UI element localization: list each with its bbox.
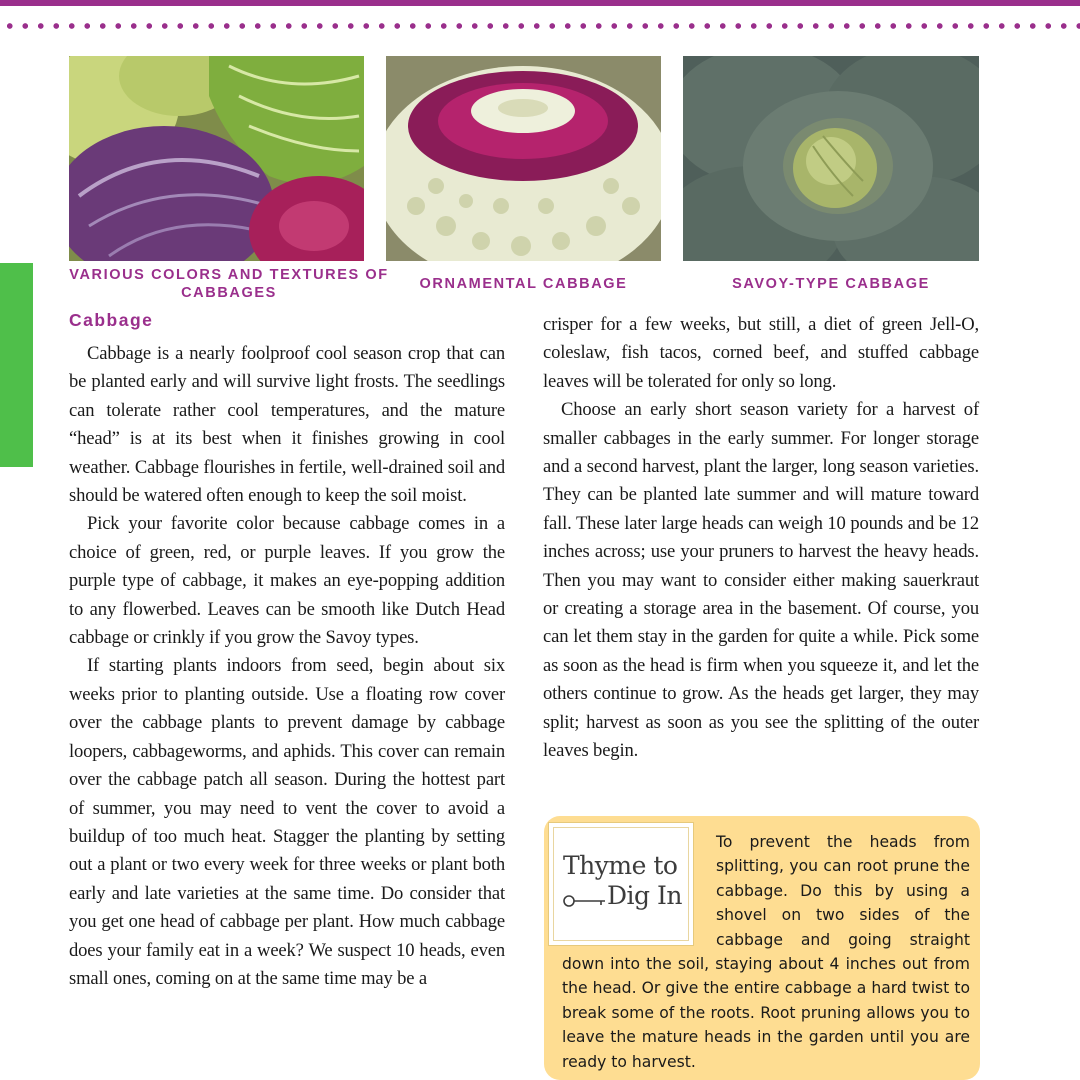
dotted-border [0,23,1080,29]
caption-various-cabbages: VARIOUS COLORS AND TEXTURES OF CABBAGES [69,267,389,301]
photo-savoy-cabbage [683,56,979,261]
tip-text: To prevent the heads from splitting, you can root prune the cabbage. Do this by using a shovel on two sides of the cabbage and going straight down into the soil, staying about 4 inches out from the head. Or give the entire cabbage a hard twist to break some of the roots. Root pruning allows you to leave the mature heads in the garden until you are ready to harvest. [562,833,970,1071]
photo-various-cabbages [69,56,364,261]
body-paragraph: crisper for a few weeks, but still, a diet of green Jell-O, coleslaw, fish tacos, corned beef, and stuffed cabbage leaves will be tolerated for only so long. [543,314,979,392]
chapter-tab [0,263,33,467]
section-title: Cabbage [69,310,154,330]
caption-ornamental-cabbage: ORNAMENTAL CABBAGE [419,276,628,292]
body-paragraph: Cabbage is a nearly foolproof cool season crop that can be planted early and will survive light frosts. The seedlings can tolerate rather cool temperatures, and the mature “head” is at its best when it finishes growing in cool weather. Cabbage flourishes in fertile, well-drained soil and should be watered often enough to keep the soil moist. [69,343,505,507]
logo-text-line1: Thyme to [563,851,678,880]
left-column [69,340,505,993]
caption-savoy-cabbage: SAVOY-TYPE CABBAGE [732,276,930,292]
top-rule [0,0,1080,6]
logo-text-line2: Dig In [607,881,682,910]
tip-text-block [562,830,970,1074]
right-column [543,311,979,766]
body-paragraph: Pick your favorite color because cabbage comes in a choice of green, red, or purple leaves. If you grow the purple type of cabbage, it makes an eye-popping addition to any flowerbed. Leaves can be smooth like Dutch Head cabbage or crinkly if you grow the Savoy types. [69,513,505,649]
body-paragraph: If starting plants indoors from seed, begin about six weeks prior to planting outside. Use a floating row cover over the cabbage plants to prevent damage by cabbage loopers, cabbageworms, and aphids. This cover can remain over the cabbage patch all season. During the hottest part of summer, you may need to vent the cover to avoid a buildup of too much heat. Stagger the planting by setting out a plant or two every week for three weeks or plant both early and late varieties at the same time. Do consider that you get one head of cabbage per plant. How much cabbage does your family eat in a week? We suspect 10 heads, even small ones, coming on at the same time may be a [69,655,505,989]
body-paragraph: Choose an early short season variety for a harvest of smaller cabbages in the early summer. For longer storage and a second harvest, plant the larger, long season varieties. They can be planted late summer and will mature toward fall. These later large heads can weigh 10 pounds and be 12 inches across; use your pruners to harvest the heavy heads. Then you may want to consider either making sauerkraut or creating a storage area in the basement. Of course, you can let them stay in the garden for quite a while. Pick some as soon as the head is firm when you squeeze it, and let the others continue to grow. As the heads get larger, they may split; harvest as soon as you see the splitting of the outer leaves begin. [543,399,979,762]
photo-ornamental-cabbage [386,56,661,261]
